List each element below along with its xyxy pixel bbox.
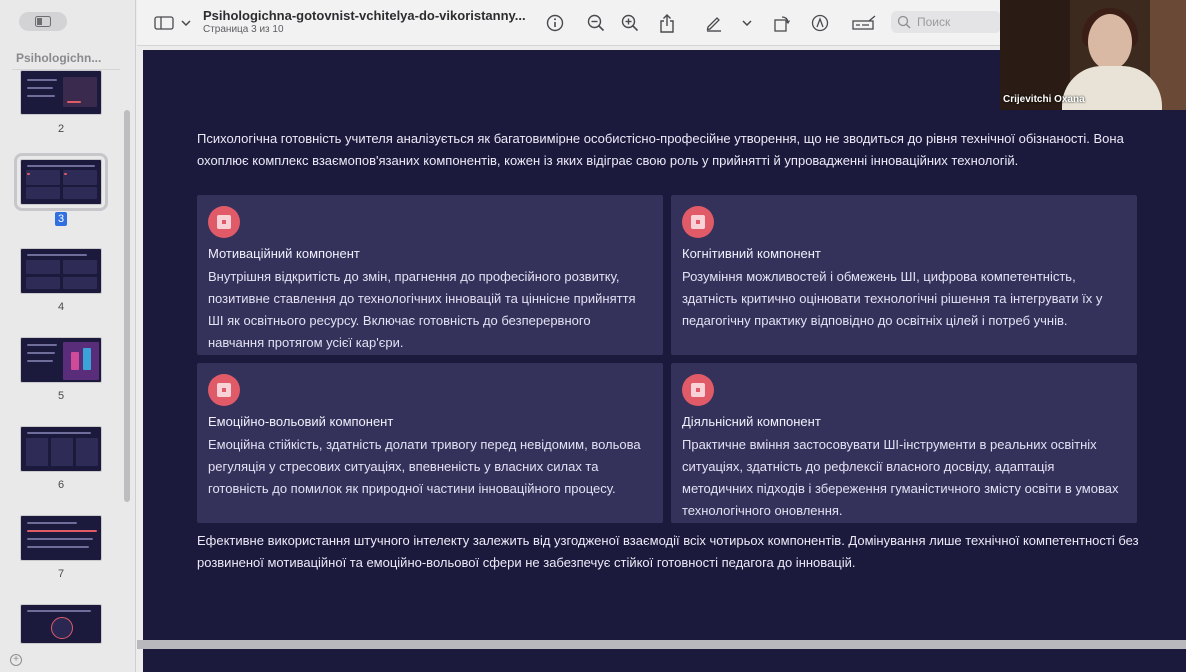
component-icon (208, 206, 240, 238)
zoom-out-icon (587, 14, 605, 32)
card-body: Емоційна стійкість, здатність долати тривогу перед невідомим, вольова регуляція у стресових ситуаціях, впевненість у власних силах та готовність до помилок як природної частини інноваційного процесу. (208, 437, 641, 496)
component-icon (682, 374, 714, 406)
info-icon (546, 14, 564, 32)
page-thumbnail-6[interactable] (20, 426, 102, 472)
page-thumbnail-3[interactable] (20, 159, 102, 205)
zoom-in-button[interactable] (619, 12, 641, 34)
slide-page-4 (143, 649, 1186, 672)
card-body: Розуміння можливостей і обмежень ШІ, цифрова компетентність, здатність критично оцінювати технологічні рішення та інтегрувати їх у педагогічну практику відповідно до освітніх цілей і потреб учнів. (682, 269, 1103, 328)
add-page-icon[interactable]: + (10, 654, 22, 666)
component-icon (682, 206, 714, 238)
info-button[interactable] (544, 12, 566, 34)
page-thumbnail-7[interactable] (20, 515, 102, 561)
chevron-down-icon (181, 20, 191, 26)
markup-button[interactable] (703, 12, 725, 34)
page-gap (137, 640, 1186, 649)
page-number-active: 3 (55, 212, 67, 226)
share-icon (659, 14, 675, 33)
search-placeholder: Поиск (917, 15, 951, 29)
participant-video (1088, 14, 1132, 70)
slide-conclusion-text: Ефективне використання штучного інтелекту залежить від узгодженої взаємодії всіх чотирьох компонентів. Домінування лише технічної компетентності без розвиненої мотиваційної та емоційно-вольової сфери не забезпечує стійкої готовності педагога до інновацій. (197, 533, 1139, 570)
markup-menu-button[interactable] (736, 12, 758, 34)
page-number: 2 (57, 123, 65, 135)
card-title: Емоційно-вольовий компонент (208, 414, 394, 429)
card-title: Діяльнісний компонент (682, 414, 821, 429)
video-participant-tile[interactable] (1000, 0, 1186, 110)
page-thumbnail-5[interactable] (20, 337, 102, 383)
rotate-icon (773, 14, 791, 32)
sidebar-doc-title: Psihologichn... (16, 51, 102, 65)
share-button[interactable] (656, 12, 678, 34)
component-card-emotional-volitional (197, 363, 663, 523)
slide-page-3 (143, 50, 1186, 640)
component-card-activity (671, 363, 1137, 523)
page-indicator: Страница 3 из 10 (203, 24, 284, 35)
component-card-motivational (197, 195, 663, 355)
annotate-button[interactable] (809, 12, 831, 34)
chevron-down-icon (742, 20, 752, 26)
sidebar-toggle-button[interactable] (19, 12, 67, 31)
pen-circle-icon (811, 14, 829, 32)
pen-icon (705, 14, 723, 32)
search-input[interactable] (891, 11, 1001, 33)
signature-icon (852, 15, 876, 31)
sidebar-icon (35, 16, 51, 27)
sidebar-view-button[interactable] (153, 12, 175, 34)
document-title: Psihologichna-gotovnist-vchitelya-do-vikoristanny... (203, 8, 526, 23)
zoom-out-button[interactable] (585, 12, 607, 34)
card-title: Когнітивний компонент (682, 246, 821, 261)
card-body: Практичне вміння застосовувати ШІ-інструменти в реальних освітніх ситуаціях, здатність до рефлексії власного досвіду, адаптація методичних підходів і збереження гуманістичного змісту освіти в умовах технологічного оновлення. (682, 437, 1119, 518)
participant-name: Crijevitchi Oxana (1003, 94, 1085, 105)
slide-intro-text: Психологічна готовність учителя аналізується як багатовимірне особистісно-професійне утворення, що не зводиться до рівня технічної обізнаності. Вона охоплює комплекс взаємопов'язаних компонентів, кожен із яких відіграє свою роль у прийнятті й упровадженні інноваційних технологій. (197, 131, 1124, 168)
sidebar-icon (154, 16, 174, 30)
thumbnail-sidebar (0, 0, 136, 672)
page-number: 4 (57, 301, 65, 313)
component-card-cognitive (671, 195, 1137, 355)
sidebar-scrollbar[interactable] (124, 110, 130, 502)
page-number: 5 (57, 390, 65, 402)
card-body: Внутрішня відкритість до змін, прагнення до професійного розвитку, позитивне ставлення до технологічних інновацій та ціннісне прийняття ШІ як освітнього ресурсу. Включає готовність до безперервного навчання протягом усієї кар'єри. (208, 269, 636, 350)
zoom-in-icon (621, 14, 639, 32)
page-thumbnail-8[interactable] (20, 604, 102, 644)
rotate-button[interactable] (771, 12, 793, 34)
page-number: 7 (57, 568, 65, 580)
card-title: Мотиваційний компонент (208, 246, 360, 261)
view-menu-button[interactable] (175, 12, 197, 34)
page-thumbnail-2[interactable] (20, 70, 102, 115)
page-thumbnail-4[interactable] (20, 248, 102, 294)
search-icon (897, 15, 913, 29)
page-number: 6 (57, 479, 65, 491)
component-icon (208, 374, 240, 406)
form-fill-button[interactable] (851, 12, 877, 34)
